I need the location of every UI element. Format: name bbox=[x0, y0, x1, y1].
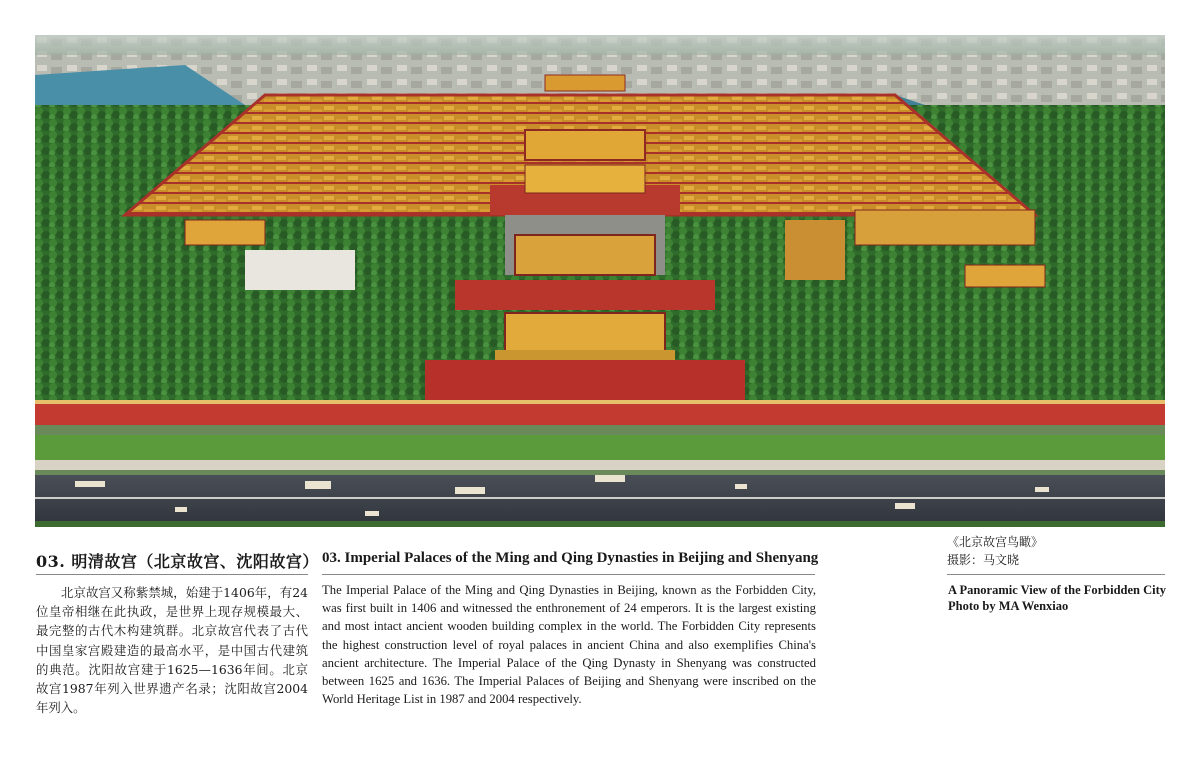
forbidden-city-aerial-photo bbox=[35, 35, 1165, 527]
red-wall bbox=[35, 403, 1165, 425]
chinese-photo-credit: 摄影：马文晓 bbox=[947, 553, 1020, 567]
english-caption bbox=[948, 582, 1178, 614]
english-photo-credit: Photo by MA Wenxiao bbox=[948, 599, 1069, 613]
english-body: The Imperial Palace of the Ming and Qing Dynasties in Beijing, known as the Forbidden City, was first built in 1406 and witnessed the enthronement of 24 emperors. It is the largest existing and most intact ancient wooden building complex in the world. The Forbidden City represents the highest construction level of royal palaces in ancient China and also exemplifies China's ancient architecture. The Imperial Palace of the Qing Dynasty in Shenyang was constructed between 1625 and 1636. The Imperial Palaces of Beijing and Shenyang were inscribed on the World Heritage List in 1987 and 2004 respectively. bbox=[322, 583, 816, 707]
chinese-caption bbox=[947, 533, 1177, 569]
caption-rule bbox=[947, 574, 1165, 575]
english-title: 03. Imperial Palaces of the Ming and Qing Dynasties in Beijing and Shenyang bbox=[322, 550, 819, 566]
chinese-title: 03. 明清故宫（北京故宫、沈阳故宫） bbox=[36, 552, 319, 571]
chinese-title-rule bbox=[36, 574, 308, 575]
aerial-illustration bbox=[35, 35, 1165, 527]
concert-hall bbox=[245, 250, 355, 290]
english-title-rule bbox=[322, 574, 815, 575]
chinese-caption-title: 《北京故宫鸟瞰》 bbox=[947, 535, 1044, 549]
english-caption-title: A Panoramic View of the Forbidden City bbox=[948, 583, 1167, 597]
changan-avenue bbox=[35, 475, 1165, 527]
chinese-body: 北京故宫又称紫禁城，始建于1406年，有24位皇帝相继在此执政，是世界上现存规模最大、最完整的古代木构建筑群。北京故宫代表了古代中国皇家宫殿建造的最高水平，是中国古代建筑的典范。沈阳故宫建于1625—1636年间。北京故宫1987年列入世界遗产名录；沈阳故宫2004年列入。 bbox=[36, 585, 308, 716]
